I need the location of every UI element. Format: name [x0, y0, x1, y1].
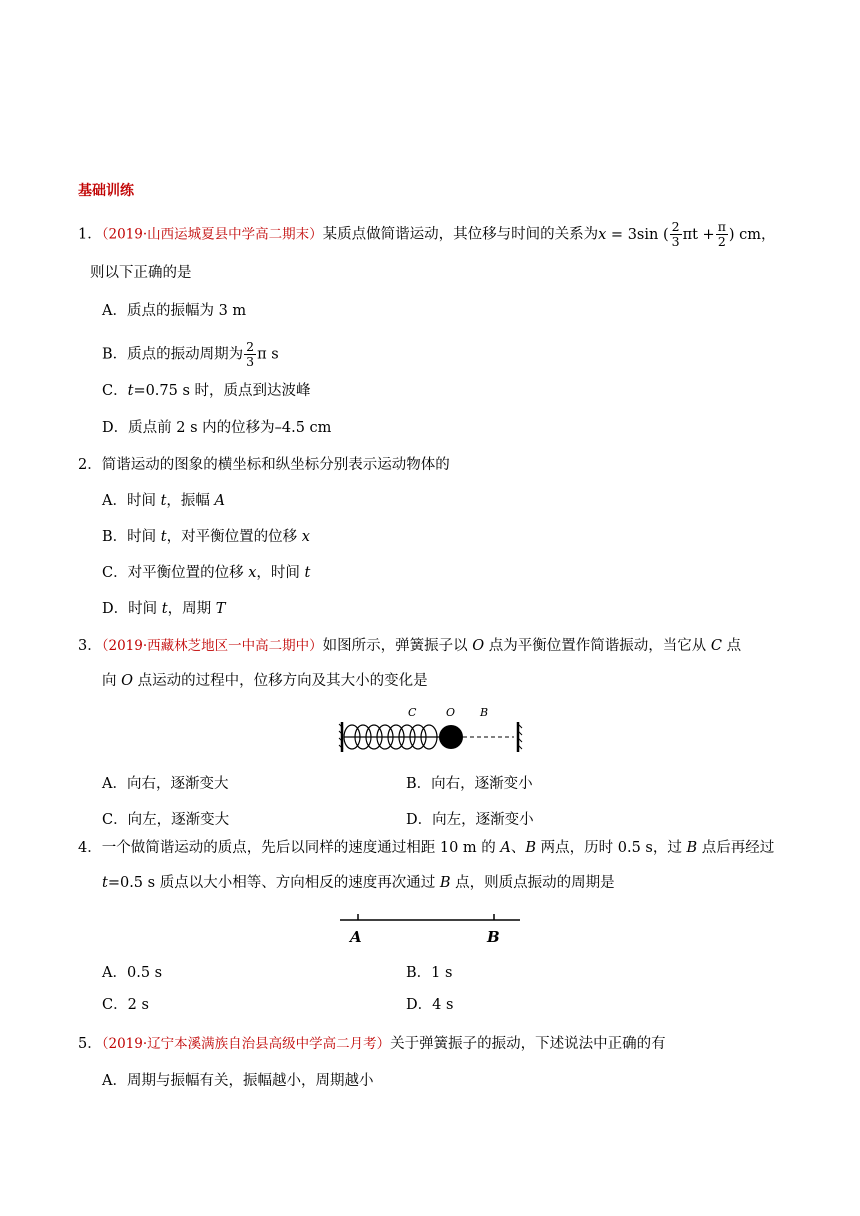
ball-mass	[439, 725, 463, 749]
label-c: C	[408, 706, 417, 719]
spring	[344, 725, 440, 749]
q3-option-c: C．向左，逐渐变大	[102, 812, 230, 828]
q1-option-d: D．质点前 2 s 内的位移为–4.5 cm	[102, 420, 332, 436]
q4-option-c: C．2 s	[102, 997, 149, 1013]
question-3-line-1: 3．（2019·西藏林芝地区一中高二期中）如图所示，弹簧振子以 O 点为平衡位置作简谐振动，当它从 C 点	[78, 638, 742, 654]
q4-option-b: B．1 s	[406, 965, 453, 981]
label-b: B	[480, 706, 489, 719]
question-2-line-1: 2．简谐运动的图象的横坐标和纵坐标分别表示运动物体的	[78, 457, 450, 473]
label-o: O	[446, 706, 456, 719]
q4-option-a: A．0.5 s	[102, 965, 163, 981]
question-stem: 某质点做简谐运动，其位移与时间的关系为	[322, 226, 599, 243]
q2-option-c: C．对平衡位置的位移 x，时间 t	[102, 565, 311, 581]
fraction: $\frac{2}{3}$	[671, 219, 680, 249]
fraction: $\frac{\pi}{2}$	[717, 219, 726, 249]
ab-line-figure	[336, 908, 526, 948]
label-b: B	[487, 928, 500, 946]
question-3-line-2: 向 O 点运动的过程中，位移方向及其大小的变化是	[102, 673, 428, 689]
question-4-line-2: t=0.5 s 质点以大小相等、方向相反的速度再次通过 B 点，则质点振动的周期是	[102, 875, 615, 891]
label-a: A	[350, 928, 362, 946]
q2-option-d: D．时间 t，周期 T	[102, 601, 226, 617]
question-1-line-2: 则以下正确的是	[90, 265, 192, 281]
question-4-line-1: 4．一个做简谐运动的质点，先后以同样的速度通过相距 10 m 的 A、B 两点，历时 0.5 s，过 B 点后再经过	[78, 840, 775, 856]
q3-option-b: B．向右，逐渐变小	[406, 776, 533, 792]
q1-option-b: B．质点的振动周期为 $\frac{2}{3}$ π s	[102, 339, 279, 369]
question-5-line-1: 5．（2019·辽宁本溪满族自治县高级中学高二月考）关于弹簧振子的振动，下述说法中正确的有	[78, 1036, 666, 1052]
fraction: $\frac{2}{3}$	[246, 339, 255, 369]
q3-option-d: D．向左，逐渐变小	[406, 812, 534, 828]
displacement-formula: x = 3sin ( $\frac{2}{3}$ πt + $\frac{\pi}{2}$ ) cm，	[598, 219, 776, 249]
q4-option-d: D．4 s	[406, 997, 454, 1013]
question-number: 1．	[78, 226, 102, 243]
spring-oscillator-figure	[336, 700, 530, 758]
q5-option-a: A．周期与振幅有关，振幅越小，周期越小	[102, 1073, 374, 1089]
q3-option-a: A．向右，逐渐变大	[102, 776, 229, 792]
section-title: 基础训练	[78, 183, 134, 199]
question-source: （2019·山西运城夏县中学高二期末）	[101, 226, 323, 243]
q1-option-c: C．t=0.75 s 时，质点到达波峰	[102, 383, 311, 399]
q2-option-b: B．时间 t，对平衡位置的位移 x	[102, 529, 310, 545]
question-1-line-1	[78, 220, 776, 249]
q1-option-a: A．质点的振幅为 3 m	[102, 303, 247, 319]
q2-option-a: A．时间 t，振幅 A	[102, 493, 226, 509]
